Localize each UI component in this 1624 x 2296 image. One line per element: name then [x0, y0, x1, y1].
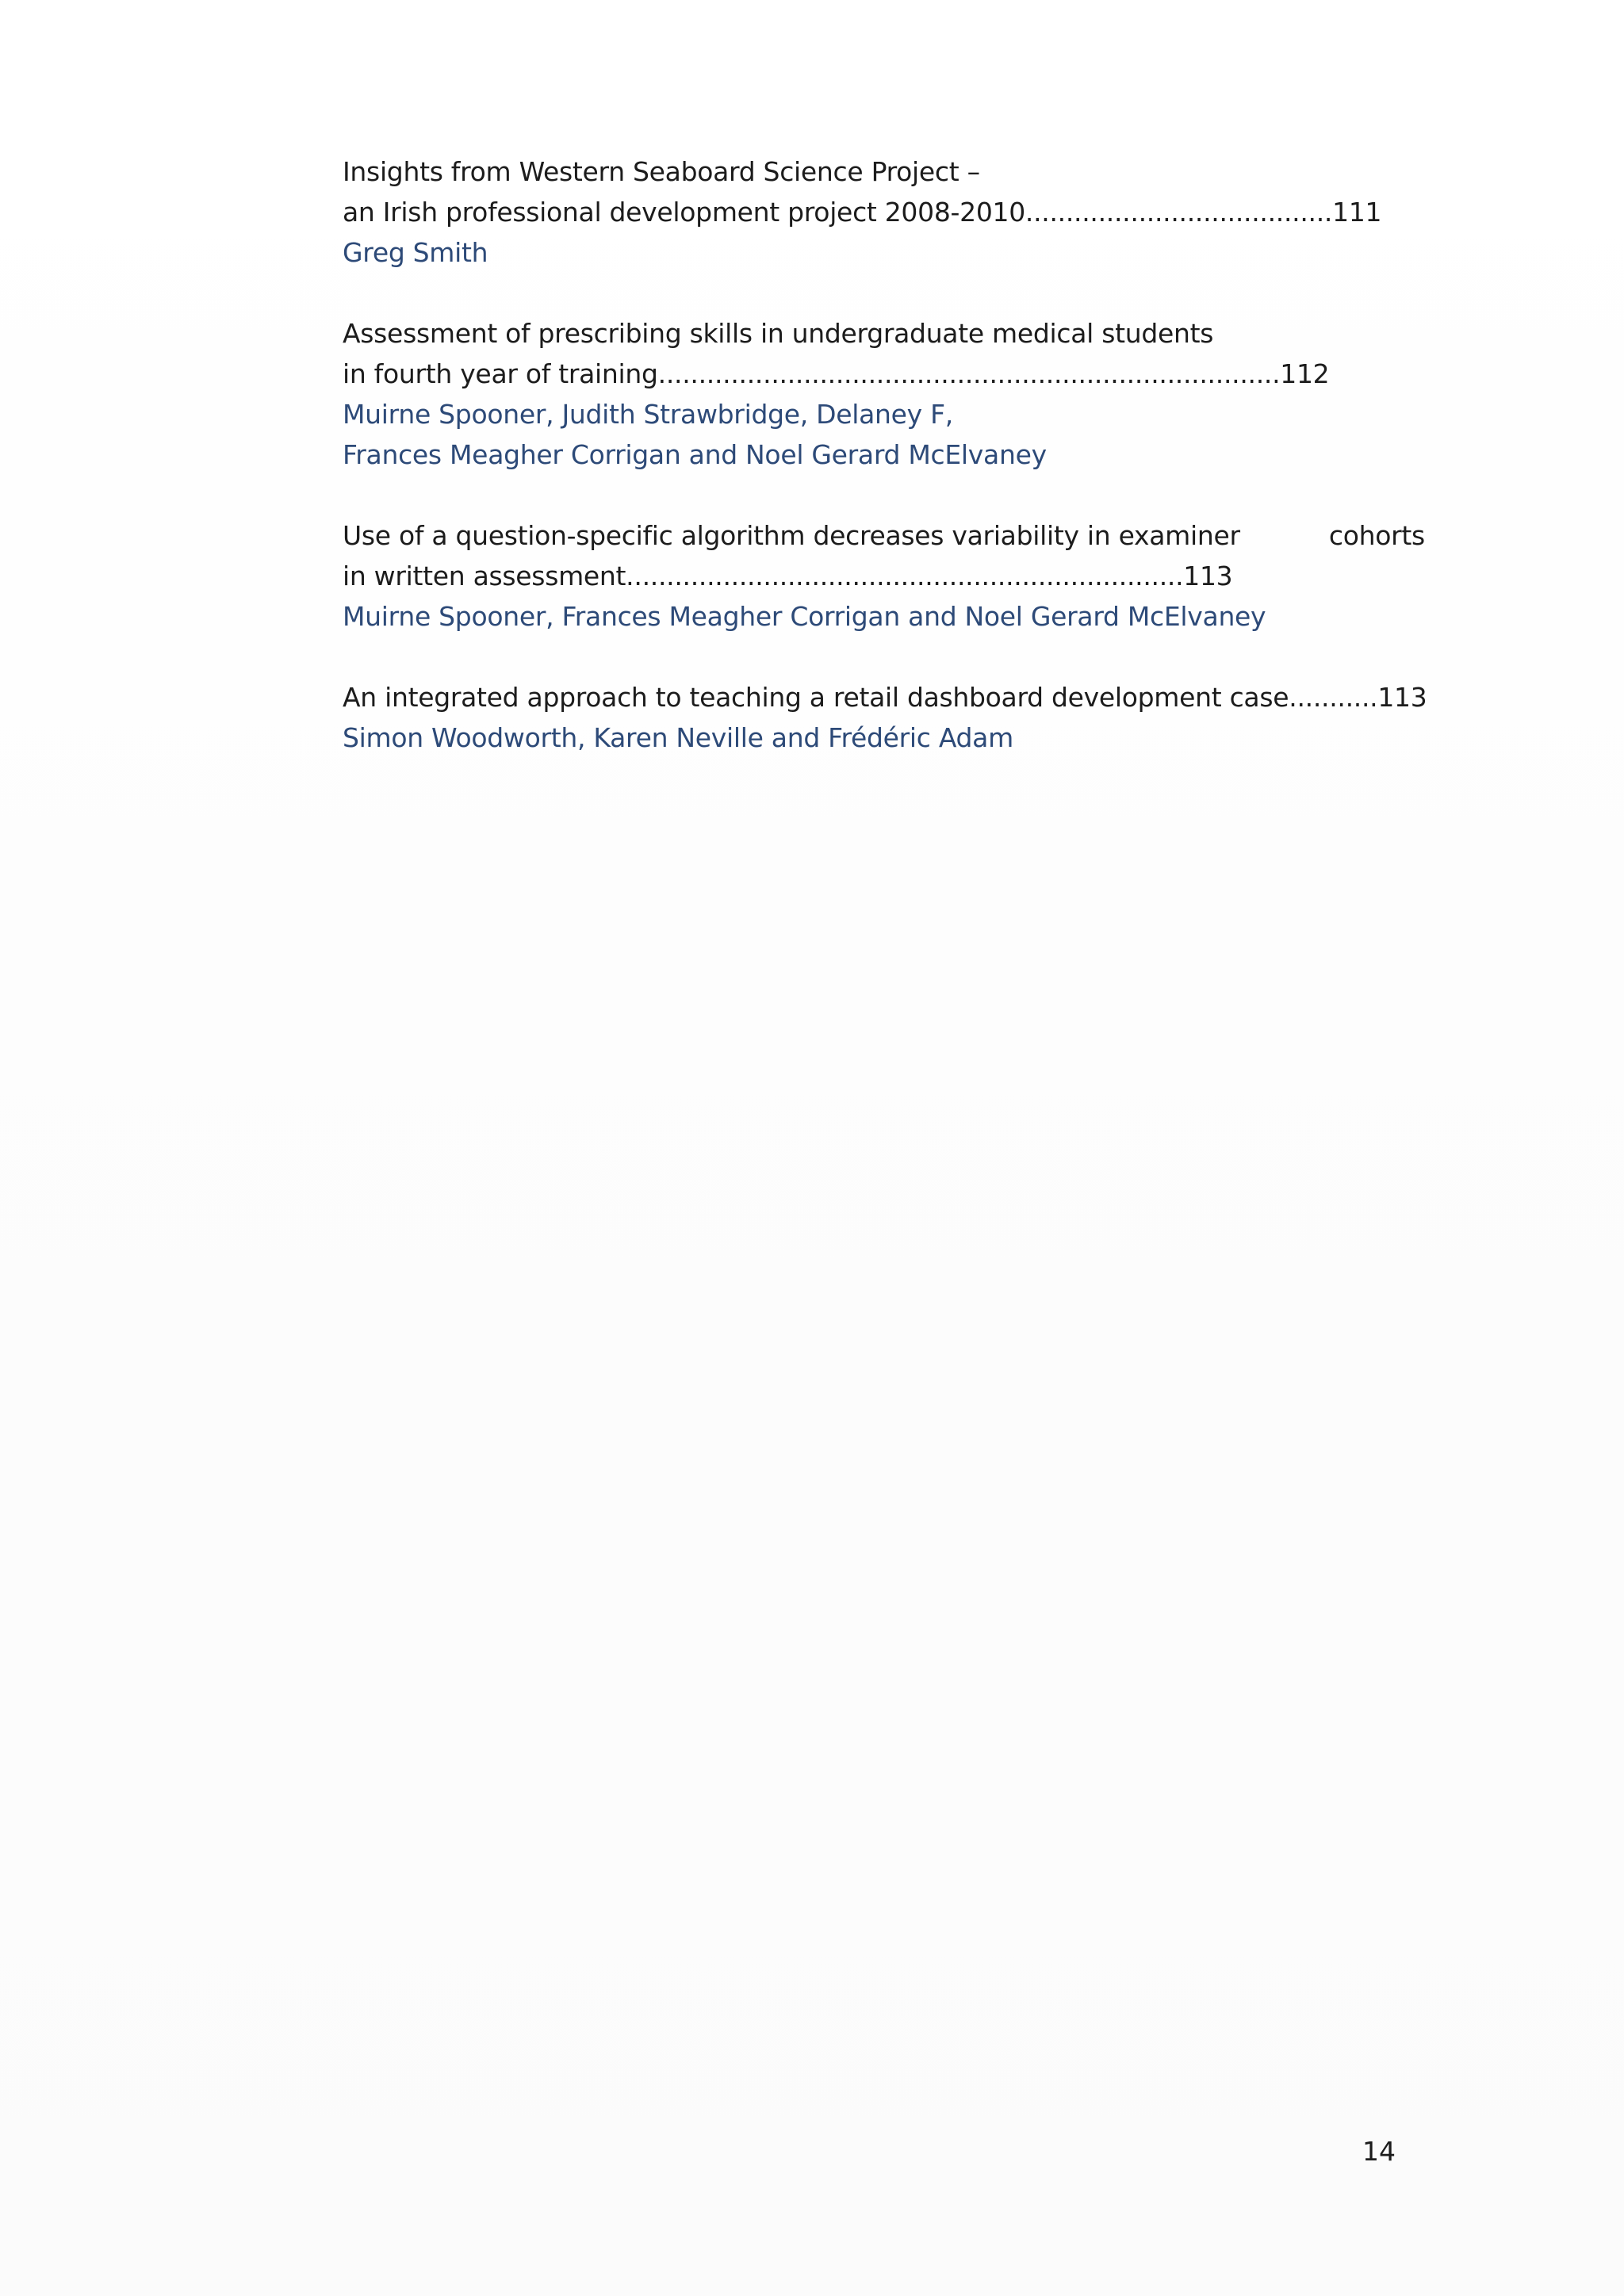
toc-entry-2-title-line-2: in fourth year of training.............................................................................112 — [343, 358, 1330, 389]
toc-entry-1-author-line-1: Greg Smith — [343, 237, 488, 268]
toc-entry-1-title-line-2: an Irish professional development project 2008-2010......................................111 — [343, 197, 1382, 228]
page-number: 14 — [1362, 2136, 1396, 2167]
toc-entry-3-author-line-1: Muirne Spooner, Frances Meagher Corrigan and Noel Gerard McElvaney — [343, 601, 1266, 632]
toc-entry-4-author-line-1: Simon Woodworth, Karen Neville and Frédéric Adam — [343, 722, 1013, 753]
toc-entry-3-title-line-1: Use of a question-specific algorithm decreases variability in examiner cohorts — [343, 520, 1425, 551]
toc-entry-3-title-line-2: in written assessment.....................................................................113 — [343, 561, 1233, 591]
toc-entry-1-title-line-1: Insights from Western Seaboard Science Project – — [343, 156, 980, 187]
toc-entry-2-title-line-1: Assessment of prescribing skills in undergraduate medical students — [343, 318, 1214, 349]
toc-entry-4-title-line-1: An integrated approach to teaching a retail dashboard development case...........113 — [343, 682, 1427, 713]
toc-entry-2-author-line-1: Muirne Spooner, Judith Strawbridge, Delaney F, — [343, 399, 953, 430]
toc-entry-2-author-line-2: Frances Meagher Corrigan and Noel Gerard McElvaney — [343, 439, 1047, 470]
